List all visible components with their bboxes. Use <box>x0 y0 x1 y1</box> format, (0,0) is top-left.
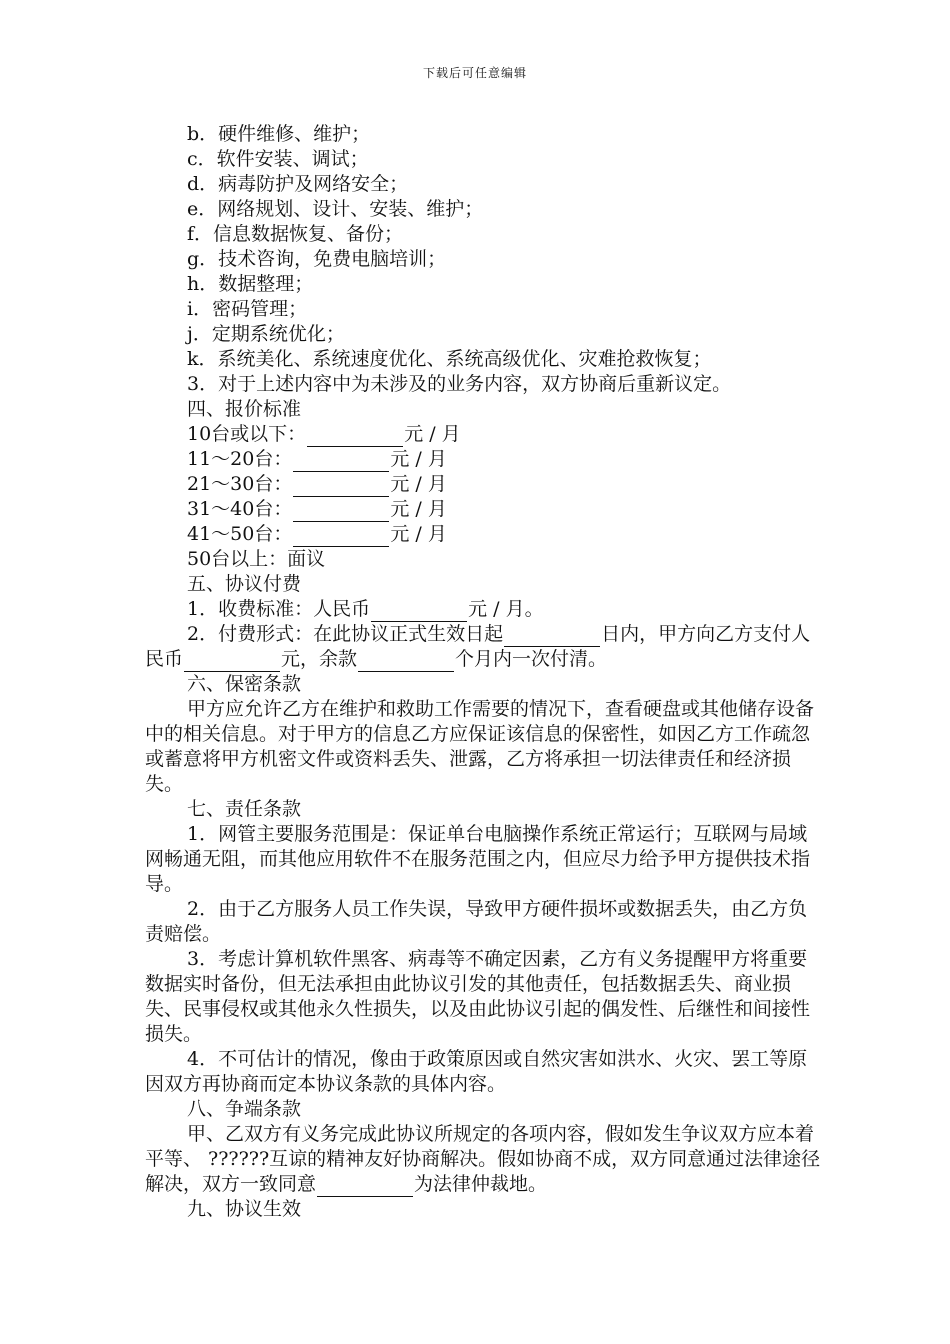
price-label: 10台或以下： <box>187 423 307 445</box>
list-item: c．软件安装、调试； <box>187 148 369 170</box>
paragraph: 甲方应允许乙方在维护和救助工作需要的情况下，查看硬盘或其他储存设备中的相关信息。对于甲方的信息乙方应保证该信息的保密性，如因乙方工作疏忽或蓄意将甲方机密文件或资料丢失、泄露，乙方将承担一切法律责任和经济损失。 <box>145 698 815 795</box>
list-item: j．定期系统优化； <box>187 323 345 345</box>
section-title: 六、保密条款 <box>187 673 302 695</box>
fee-text: 2．付费形式：在此协议正式生效日起 <box>187 623 504 645</box>
price-label: 31～40台： <box>187 498 293 520</box>
paragraph <box>145 1122 825 1197</box>
list-item: f．信息数据恢复、备份； <box>187 223 404 245</box>
price-unit: 元 / 月 <box>390 523 447 545</box>
section-title: 八、争端条款 <box>187 1098 302 1120</box>
section-title: 四、报价标准 <box>187 398 302 420</box>
fee-text: 元，余款 <box>281 648 358 670</box>
paragraph: 4．不可估计的情况，像由于政策原因或自然灾害如洪水、火灾、罢工等原因双方再协商而定本协议条款的具体内容。 <box>145 1048 808 1095</box>
price-row <box>145 522 825 547</box>
price-unit: 元 / 月 <box>404 423 461 445</box>
paragraph: 3．考虑计算机软件黑客、病毒等不确定因素，乙方有义务提醒甲方将重要数据实时备份，但无法承担由此协议引发的其他责任，包括数据丢失、商业损失、民事侵权或其他永久性损失，以及由此协议引起的偶发性、后继性和间接性损失。 <box>145 948 811 1045</box>
fee-text: 日内，甲方向乙方支付人民币 <box>145 623 811 670</box>
blank-field <box>184 651 280 672</box>
blank-field <box>293 451 389 472</box>
price-row <box>145 422 825 447</box>
blank-field <box>371 601 467 622</box>
list-item: 3．对于上述内容中为未涉及的业务内容，双方协商后重新议定。 <box>187 373 732 395</box>
page-header: 下载后可任意编辑 <box>422 66 527 80</box>
price-unit: 元 / 月 <box>390 448 447 470</box>
blank-field <box>293 526 389 547</box>
list-item: h．数据整理； <box>187 273 314 295</box>
blank-field <box>307 426 403 447</box>
list-item: b．硬件维修、维护； <box>187 123 371 145</box>
fee-text: 1．收费标准：人民币 <box>187 598 371 620</box>
blank-field <box>293 501 389 522</box>
blank-field <box>504 626 600 647</box>
list-item: i．密码管理； <box>187 298 308 320</box>
section-title: 九、协议生效 <box>187 1198 302 1220</box>
paragraph-text: 甲、乙双方有义务完成此协议所规定的各项内容，假如发生争议双方应本着平等、 ??????互谅的精神友好协商解决。假如协商不成，双方同意通过法律途径解决，双方一致同意 <box>145 1123 821 1195</box>
blank-field <box>293 476 389 497</box>
price-label: 21～30台： <box>187 473 293 495</box>
fee-text: 个月内一次付清。 <box>455 648 608 670</box>
paragraph: 1．网管主要服务范围是：保证单台电脑操作系统正常运行；互联网与局域网畅通无阻，而其他应用软件不在服务范围之内，但应尽力给予甲方提供技术指导。 <box>145 823 811 895</box>
price-label: 11～20台： <box>187 448 293 470</box>
price-row: 50台以上：面议 <box>187 548 326 570</box>
fee-text: 元 / 月。 <box>468 598 544 620</box>
list-item: k．系统美化、系统速度优化、系统高级优化、灾难抢救恢复； <box>187 348 712 370</box>
price-row <box>145 497 825 522</box>
blank-field <box>317 1176 413 1197</box>
price-unit: 元 / 月 <box>390 498 447 520</box>
list-item: d．病毒防护及网络安全； <box>187 173 409 195</box>
section-title: 七、责任条款 <box>187 798 302 820</box>
price-label: 41～50台： <box>187 523 293 545</box>
section-title: 五、协议付费 <box>187 573 302 595</box>
blank-field <box>358 651 454 672</box>
price-unit: 元 / 月 <box>390 473 447 495</box>
paragraph: 2．由于乙方服务人员工作失误，导致甲方硬件损坏或数据丢失，由乙方负责赔偿。 <box>145 898 808 945</box>
paragraph-text: 为法律仲裁地。 <box>414 1173 548 1195</box>
price-row <box>145 472 825 497</box>
fee-form-paragraph <box>145 622 825 672</box>
document-body <box>145 122 825 1222</box>
fee-standard <box>145 597 825 622</box>
list-item: g．技术咨询，免费电脑培训； <box>187 248 447 270</box>
list-item: e．网络规划、设计、安装、维护； <box>187 198 484 220</box>
price-row <box>145 447 825 472</box>
